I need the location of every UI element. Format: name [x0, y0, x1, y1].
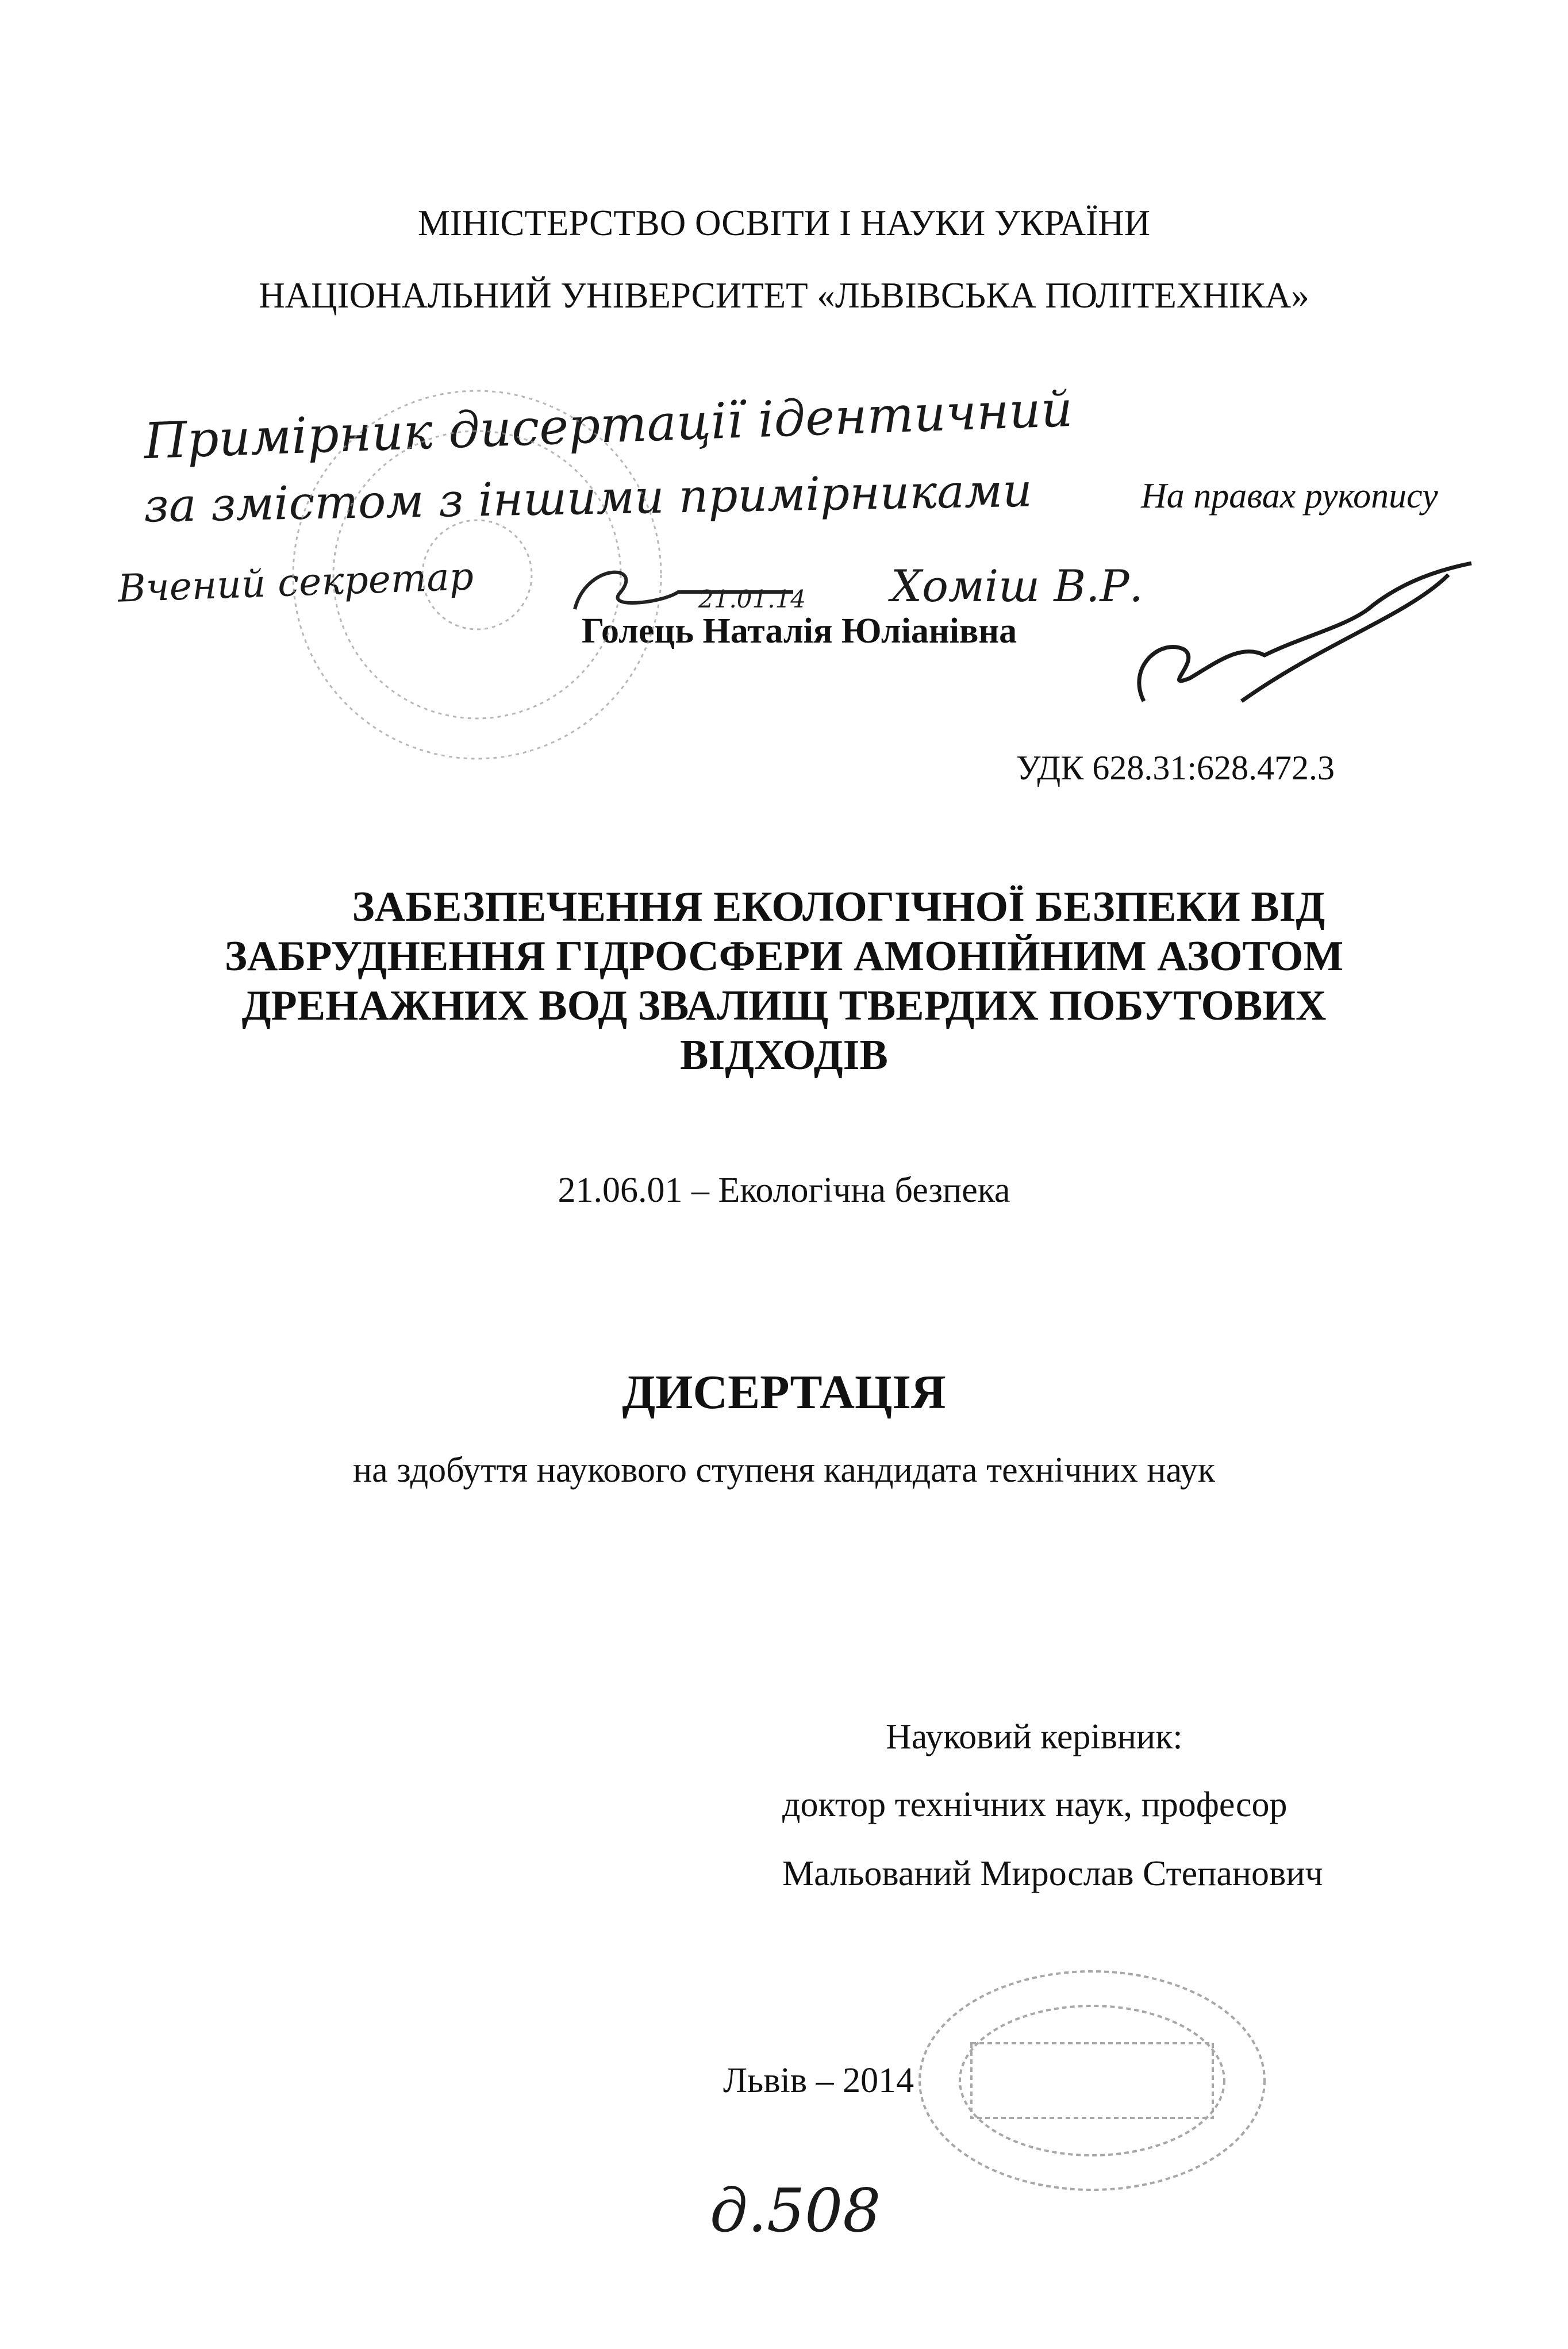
secretary-signature: [575, 572, 793, 609]
city-year: Львів – 2014: [723, 2061, 914, 2100]
author-name: Голець Наталія Юліанівна: [582, 612, 1017, 651]
library-stamp: [920, 1971, 1265, 2190]
ministry-name: МІНІСТЕРСТВО ОСВІТИ І НАУКИ УКРАЇНИ: [417, 203, 1151, 243]
university-name: НАЦІОНАЛЬНИЙ УНІВЕРСИТЕТ «ЛЬВІВСЬКА ПОЛІТЕХНІКА»: [259, 275, 1309, 316]
title-line: ДРЕНАЖНИХ ВОД ЗВАЛИЩ ТВЕРДИХ ПОБУТОВИХ: [241, 982, 1327, 1029]
udk-code: УДК 628.31:628.472.3: [1016, 749, 1335, 787]
author-signature: [1139, 563, 1471, 701]
title-line: ВІДХОДІВ: [680, 1032, 888, 1079]
specialty: 21.06.01 – Екологічна безпека: [558, 1171, 1010, 1210]
supervisor-label: Науковий керівник:: [886, 1717, 1183, 1756]
title-line: ЗАБРУДНЕННЯ ГІДРОСФЕРИ АМОНІЙНИМ АЗОТОМ: [224, 933, 1344, 980]
degree-statement: на здобуття наукового ступеня кандидата технічних наук: [353, 1451, 1215, 1490]
document-type: ДИСЕРТАЦІЯ: [622, 1366, 946, 1419]
handwritten-certification-line-1: Примірник дисертації ідентичний: [143, 380, 1074, 471]
handwritten-secretary-label: Вчений секретар: [117, 554, 475, 611]
supervisor-name: Мальований Мирослав Степанович: [782, 1854, 1323, 1893]
handwritten-certification-line-2: за змістом з іншими примірниками: [143, 463, 1033, 533]
title-line: ЗАБЕЗПЕЧЕННЯ ЕКОЛОГІЧНОЇ БЕЗПЕКИ ВІД: [352, 883, 1325, 931]
manuscript-note: На правах рукопису: [1141, 476, 1438, 516]
handwritten-signer-name: Хоміш В.Р.: [891, 560, 1143, 612]
handwritten-archive-number: д.508: [710, 2175, 881, 2246]
supervisor-degree: доктор технічних наук, професор: [782, 1785, 1288, 1824]
handwritten-date: 21.01.14: [698, 585, 806, 613]
